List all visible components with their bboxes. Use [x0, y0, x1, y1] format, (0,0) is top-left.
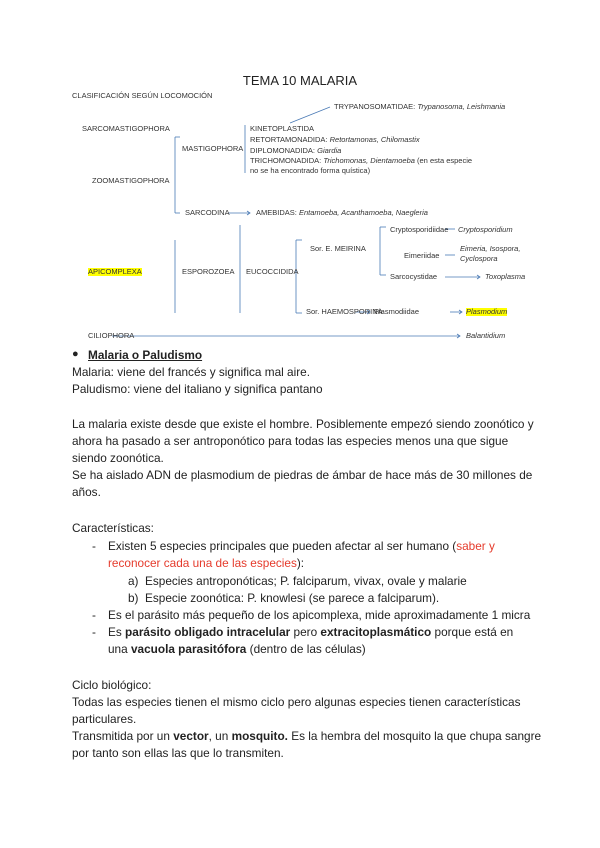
ciclo2-bold-vector: vector	[173, 729, 209, 743]
intro-paragraph-2: Se ha aislado ADN de plasmodium de piedras de ámbar de hace más de 30 millones de años.	[72, 468, 533, 499]
node-eimeriidae: Eimeriidae	[404, 251, 440, 260]
diagram-heading: CLASIFICACIÓN SEGÚN LOCOMOCIÓN	[72, 91, 213, 100]
node-sor-haemosporina: Sor. HAEMOSPORINA	[306, 307, 383, 316]
sub-a-marker: a)	[128, 574, 139, 588]
list-item-size: Es el parásito más pequeño de los apicomplexa, mide aproximadamente 1 micra	[108, 608, 531, 622]
ciclo-paragraph-1: Todas las especies tienen el mismo ciclo pero algunas especies tienen características particulares.	[72, 695, 521, 726]
node-plasmodium: Plasmodium	[466, 307, 508, 316]
list-item-species	[108, 538, 548, 572]
diplomonadida-label: DIPLOMONADIDA:	[250, 146, 316, 155]
item3-porque: porque está en una	[108, 625, 514, 656]
ciclo-heading: Ciclo biológico:	[72, 678, 152, 692]
item1-text: Existen 5 especies principales que pueden afectar al ser humano (	[108, 539, 457, 553]
list-item-parasite	[108, 624, 528, 658]
ciclo2-d: Es la hembra del mosquito la que chupa sangre por tanto son ellas las que lo transmiten.	[72, 729, 542, 760]
ciclo-paragraph-2	[72, 728, 542, 762]
node-sor-eimeriina: Sor. E. MEIRINA	[310, 244, 366, 253]
malaria-origin: Malaria: viene del francés y significa mal aire.	[72, 365, 311, 379]
node-mastigophora: MASTIGOPHORA	[182, 144, 244, 153]
node-cryptosporidiidae: Cryptosporidiidae	[390, 225, 449, 234]
node-toxoplasma: Toxoplasma	[485, 272, 526, 281]
retortamonadida-genera: Retortamonas, Chilomastix	[329, 135, 420, 144]
item3-es: Es	[108, 625, 126, 639]
node-esporozoea: ESPOROZOEA	[182, 267, 235, 276]
classification-diagram	[0, 85, 600, 357]
ciclo-section	[72, 677, 542, 762]
item1-red-note: saber y reconocer cada una de las especies	[108, 539, 495, 570]
section-heading: Malaria o Paludismo	[88, 348, 203, 362]
origin-lines	[72, 364, 542, 398]
node-sarcocystidae: Sarcocystidae	[390, 272, 438, 281]
node-ciliophora: CILIOPHORA	[88, 331, 135, 340]
intro-paragraphs	[72, 416, 542, 501]
node-amoebidas	[256, 209, 428, 217]
trichomonadida-genera: Trichomonas, Dientamoeba	[323, 156, 415, 165]
bullet-icon: ●	[72, 348, 79, 360]
node-retortamonadida	[250, 136, 420, 144]
amoebidas-label: AMEBIDAS:	[256, 208, 297, 217]
node-zoomastigophora: ZOOMASTIGOPHORA	[92, 176, 170, 185]
item3-bold-2: extracitoplasmático	[320, 625, 432, 639]
trypanosomatidae-label: TRYPANOSOMATIDAE:	[334, 102, 416, 111]
trichomonadida-note1: (en esta especie	[417, 156, 473, 165]
node-eimeria-genera-1: Eimeria, Isospora,	[460, 244, 521, 253]
item3-pero: pero	[290, 625, 321, 639]
caracteristicas-heading: Características:	[72, 521, 154, 535]
node-sarcomastigophora: SARCOMASTIGOPHORA	[82, 124, 170, 133]
node-plasmodiidae: Plasmodiidae	[374, 307, 420, 316]
trichomonadida-note2: no se ha encontrado forma quística)	[250, 166, 371, 175]
node-apicomplexa: APICOMPLEXA	[88, 267, 142, 276]
node-eucoccidida: EUCOCCIDIDA	[246, 267, 299, 276]
node-kinetoplastida: KINETOPLASTIDA	[250, 124, 315, 133]
trypanosomatidae-genera: Trypanosoma, Leishmania	[417, 102, 506, 111]
node-trypanosomatidae	[334, 103, 505, 111]
item3-bold-1: parásito obligado intracelular	[125, 625, 291, 639]
list-dash: -	[92, 539, 96, 553]
trichomonadida-label: TRICHOMONADIDA:	[250, 156, 322, 165]
node-eimeria-genera-2: Cyclospora	[460, 254, 498, 263]
diplomonadida-genera: Giardia	[317, 146, 342, 155]
node-cryptosporidium: Cryptosporidium	[458, 225, 513, 234]
ciclo2-a: Transmitida por un	[72, 729, 174, 743]
node-sarcodina: SARCODINA	[185, 208, 230, 217]
item3-end: (dentro de las células)	[246, 642, 366, 656]
retortamonadida-label: RETORTAMONADIDA:	[250, 135, 328, 144]
ciclo2-bold-mosquito: mosquito.	[231, 729, 288, 743]
page-title: TEMA 10 MALARIA	[242, 73, 358, 88]
item3-bold-3: vacuola parasitófora	[130, 642, 247, 656]
list-dash: -	[92, 608, 96, 622]
paludismo-origin: Paludismo: viene del italiano y significa pantano	[72, 382, 323, 396]
node-trichomonadida	[250, 157, 472, 165]
sub-item-a: Especies antroponóticas; P. falciparum, vivax, ovale y malarie	[145, 574, 467, 588]
node-balantidium: Balantidium	[466, 331, 506, 340]
amoebidas-genera: Entamoeba, Acanthamoeba, Naegleria	[298, 208, 428, 217]
list-dash: -	[92, 625, 96, 639]
node-diplomonadida	[250, 147, 341, 155]
intro-paragraph-1: La malaria existe desde que existe el hombre. Posiblemente empezó siendo zoonótico y ahora ha pasado a ser antroponótico para todas las especies menos una que sigue siendo zoonótica.	[72, 417, 534, 465]
ciclo2-c: , un	[208, 729, 232, 743]
item1-end: ):	[296, 556, 305, 570]
sub-item-b: Especie zoonótica: P. knowlesi (se parece a falciparum).	[145, 591, 440, 605]
sub-b-marker: b)	[128, 591, 139, 605]
